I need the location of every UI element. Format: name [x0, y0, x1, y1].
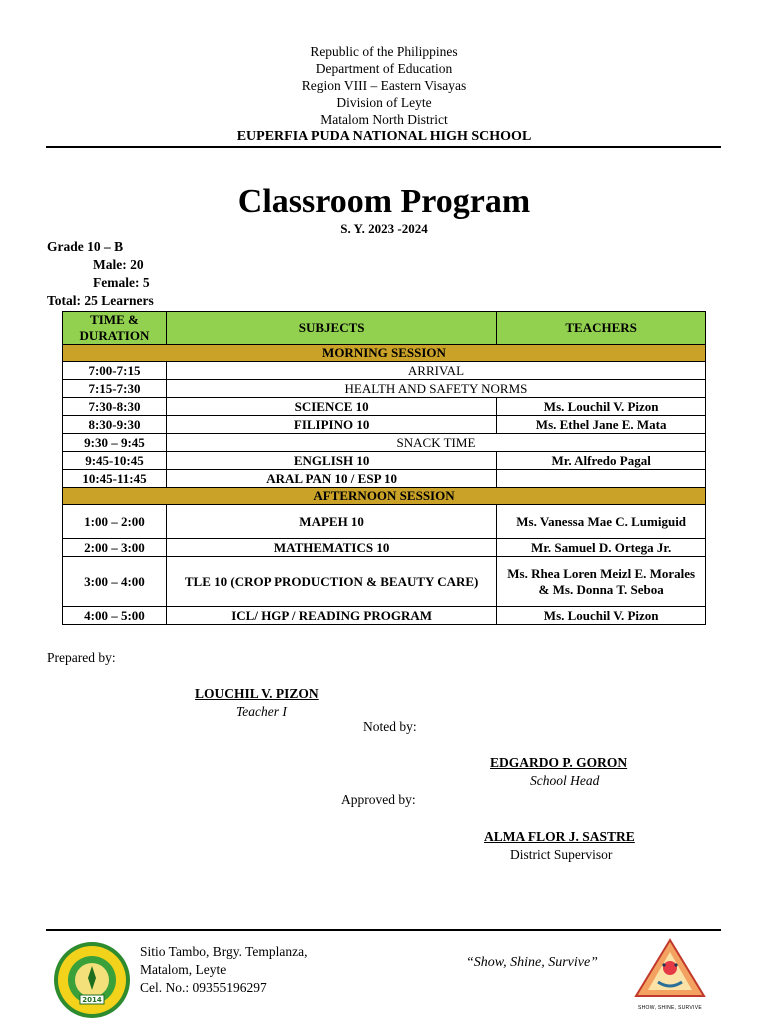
header-time: TIME & DURATION	[63, 312, 167, 345]
table-row	[63, 607, 706, 625]
subject-cell: HEALTH AND SAFETY NORMS	[166, 380, 705, 398]
table-row	[63, 452, 706, 470]
footer-address	[140, 943, 307, 997]
time-cell: 4:00 – 5:00	[63, 607, 167, 625]
table-row	[63, 470, 706, 488]
header-teachers: TEACHERS	[497, 312, 706, 345]
subject-cell: ARRIVAL	[166, 362, 705, 380]
table-row	[63, 398, 706, 416]
header-divider	[46, 146, 721, 148]
header-line-district: Matalom North District	[320, 112, 448, 127]
time-cell: 2:00 – 3:00	[63, 539, 167, 557]
table-header-row	[63, 312, 706, 345]
teacher-cell: Ms. Rhea Loren Meizl E. Morales & Ms. Donna T. Seboa	[497, 557, 706, 607]
time-cell: 1:00 – 2:00	[63, 505, 167, 539]
time-cell: 7:30-8:30	[63, 398, 167, 416]
teacher-cell: Ms. Vanessa Mae C. Lumiguid	[497, 505, 706, 539]
approved-by-name: ALMA FLOR J. SASTRE	[484, 829, 635, 844]
female-count: Female: 5	[93, 275, 150, 290]
table-row	[63, 505, 706, 539]
teacher-cell	[497, 470, 706, 488]
time-cell: 8:30-9:30	[63, 416, 167, 434]
morning-session-label: MORNING SESSION	[63, 345, 706, 362]
logo-caption: SHOW, SHINE, SURVIVE	[638, 1005, 702, 1011]
prepared-by-label: Prepared by:	[47, 650, 116, 665]
time-cell: 9:30 – 9:45	[63, 434, 167, 452]
teacher-cell: Ms. Louchil V. Pizon	[497, 607, 706, 625]
teacher-cell: Mr. Samuel D. Ortega Jr.	[497, 539, 706, 557]
time-cell: 3:00 – 4:00	[63, 557, 167, 607]
footer-divider	[46, 929, 721, 931]
school-year: S. Y. 2023 -2024	[340, 221, 428, 236]
subject-cell: TLE 10 (CROP PRODUCTION & BEAUTY CARE)	[166, 557, 496, 607]
male-count: Male: 20	[93, 257, 144, 272]
table-row	[63, 362, 706, 380]
table-row	[63, 416, 706, 434]
total-learners: Total: 25 Learners	[47, 293, 154, 308]
schedule-table	[62, 311, 706, 625]
subject-cell: MAPEH 10	[166, 505, 496, 539]
afternoon-session-row	[63, 488, 706, 505]
morning-session-row	[63, 345, 706, 362]
afternoon-session-label: AFTERNOON SESSION	[63, 488, 706, 505]
noted-by-name: EDGARDO P. GORON	[490, 755, 628, 770]
table-row	[63, 380, 706, 398]
address-line-1: Sitio Tambo, Brgy. Templanza,	[140, 944, 308, 959]
subject-cell: MATHEMATICS 10	[166, 539, 496, 557]
school-name: EUPERFIA PUDA NATIONAL HIGH SCHOOL	[236, 129, 532, 144]
subject-cell: ENGLISH 10	[166, 452, 496, 470]
school-seal-logo	[52, 940, 132, 1020]
header-line-deped: Department of Education	[315, 61, 453, 76]
header-subjects: SUBJECTS	[166, 312, 496, 345]
header-line-republic: Republic of the Philippines	[310, 44, 458, 59]
time-cell: 7:15-7:30	[63, 380, 167, 398]
grade-section: Grade 10 – B	[47, 239, 124, 254]
prepared-by-role: Teacher I	[236, 704, 287, 719]
subject-cell: ARAL PAN 10 / ESP 10	[166, 470, 496, 488]
time-cell: 7:00-7:15	[63, 362, 167, 380]
teacher-cell: Ms. Louchil V. Pizon	[497, 398, 706, 416]
teacher-cell: Ms. Ethel Jane E. Mata	[497, 416, 706, 434]
prepared-by-name: LOUCHIL V. PIZON	[195, 686, 319, 701]
subject-cell: FILIPINO 10	[166, 416, 496, 434]
teacher-cell: Mr. Alfredo Pagal	[497, 452, 706, 470]
approved-by-role: District Supervisor	[510, 847, 613, 862]
subject-cell: SCIENCE 10	[166, 398, 496, 416]
address-line-2: Matalom, Leyte	[140, 962, 227, 977]
letterhead	[0, 43, 768, 145]
table-row	[63, 434, 706, 452]
address-line-3: Cel. No.: 09355196297	[140, 980, 267, 995]
subject-cell: SNACK TIME	[166, 434, 705, 452]
school-motto: “Show, Shine, Survive”	[466, 955, 598, 970]
seal-year: 2014	[82, 996, 102, 1004]
header-line-region: Region VIII – Eastern Visayas	[301, 78, 467, 93]
time-cell: 9:45-10:45	[63, 452, 167, 470]
page-title: Classroom Program	[237, 183, 531, 220]
noted-by-role: School Head	[530, 773, 600, 788]
approved-by-label: Approved by:	[341, 792, 416, 807]
table-row	[63, 539, 706, 557]
subject-cell: ICL/ HGP / READING PROGRAM	[166, 607, 496, 625]
time-cell: 10:45-11:45	[63, 470, 167, 488]
table-row	[63, 557, 706, 607]
motto-triangle-logo	[634, 938, 706, 1011]
header-line-division: Division of Leyte	[336, 95, 432, 110]
noted-by-label: Noted by:	[363, 719, 417, 734]
